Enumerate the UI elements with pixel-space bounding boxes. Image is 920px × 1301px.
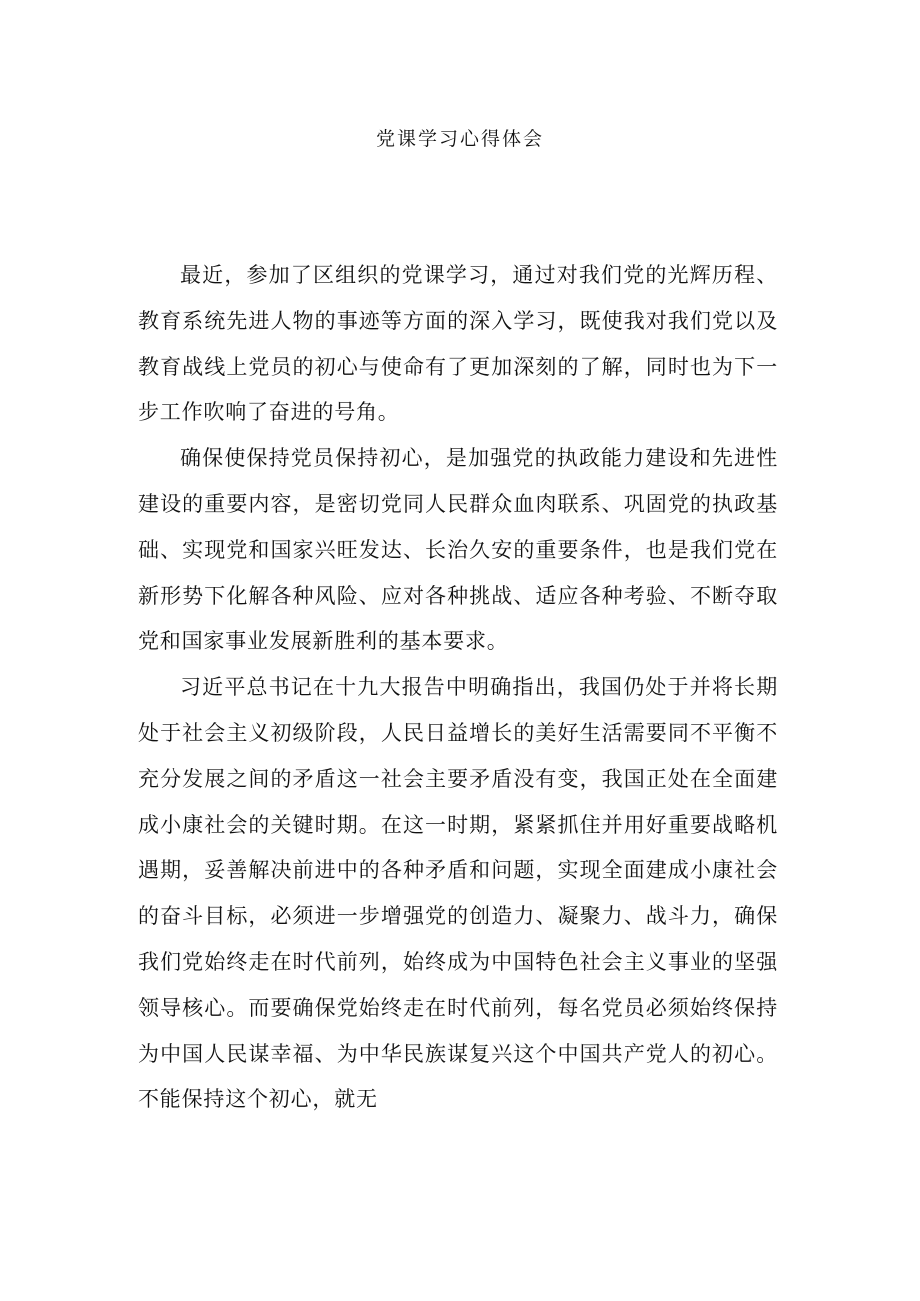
paragraph-intro: 最近，参加了区组织的党课学习，通过对我们党的光辉历程、教育系统先进人物的事迹等方面的深入学习，既使我对我们党以及教育战线上党员的初心与使命有了更加深刻的了解，同时也为下一步工作吹响了奋进的号角。 (138, 263, 778, 425)
paragraph-keep-original-aspiration: 确保使保持党员保持初心，是加强党的执政能力建设和先进性建设的重要内容，是密切党同人民群众血肉联系、巩固党的执政基础、实现党和国家兴旺发达、长治久安的重要条件，也是我们党在新形势下化解各种风险、应对各种挑战、适应各种考验、不断夺取党和国家事业发展新胜利的基本要求。 (138, 446, 778, 654)
document-body (138, 253, 778, 1123)
paragraph-nineteenth-congress: 习近平总书记在十九大报告中明确指出，我国仍处于并将长期处于社会主义初级阶段，人民日益增长的美好生活需要同不平衡不充分发展之间的矛盾这一社会主要矛盾没有变，我国正处在全面建成小康社会的关键时期。在这一时期，紧紧抓住并用好重要战略机遇期，妥善解决前进中的各种矛盾和问题，实现全面建成小康社会的奋斗目标，必须进一步增强党的创造力、凝聚力、战斗力，确保我们党始终走在时代前列，始终成为中国特色社会主义事业的坚强领导核心。而要确保党始终走在时代前列，每名党员必须始终保持为中国人民谋幸福、为中华民族谋复兴这个中国共产党人的初心。不能保持这个初心，就无 (138, 675, 778, 1112)
document-title: 党课学习心得体会 (375, 128, 544, 150)
